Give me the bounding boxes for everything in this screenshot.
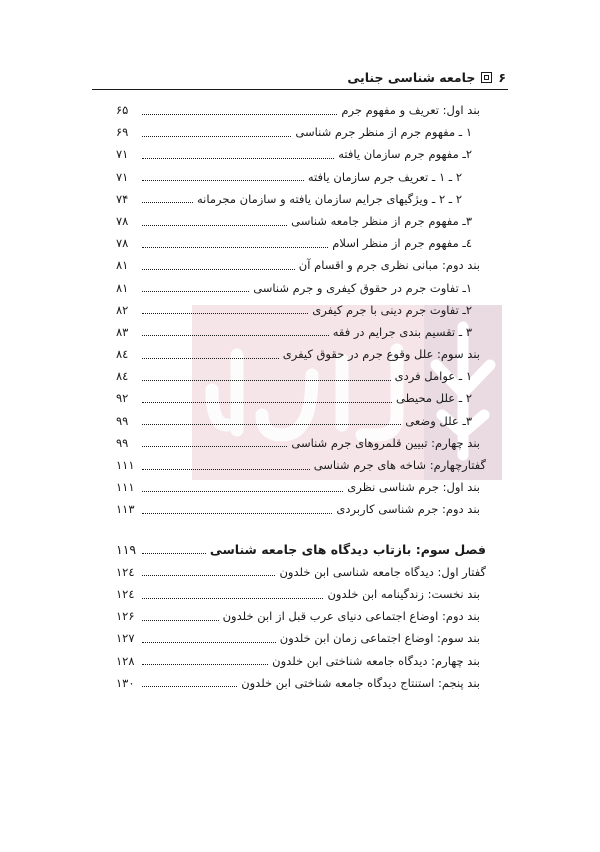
section-gap [116, 521, 486, 539]
toc-page-number: ۸۱ [116, 280, 129, 295]
toc-entry-row[interactable] [116, 210, 486, 232]
toc-entry-title: بند سوم: اوضاع اجتماعی زمان ابن خلدون [279, 631, 480, 646]
toc-entry-title: بند نخست: زندگینامه ابن خلدون [327, 586, 480, 601]
toc-page-number: ۱۲٤ [116, 586, 135, 601]
dot-leader [142, 158, 334, 159]
toc-page-number: ۸٤ [116, 347, 129, 362]
book-ornament-icon [481, 72, 492, 83]
running-header [347, 70, 506, 85]
toc-entry-title: ۱ ـ مفهوم جرم از منظر جرم شناسی [295, 125, 472, 140]
toc-entry-row[interactable] [116, 672, 486, 694]
toc-entry-row[interactable] [116, 277, 486, 299]
toc-entry-row[interactable] [116, 432, 486, 454]
toc-page-number: ۱۳۰ [116, 675, 135, 690]
toc-entry-title: بند چهارم: تبیین قلمروهای جرم شناسی [291, 435, 480, 450]
toc-entry-title: گفتارچهارم: شاخه های جرم شناسی [313, 458, 486, 472]
page-number: ۶ [498, 70, 506, 85]
toc-page-number: ۷۴ [116, 191, 129, 206]
toc-entry-row[interactable] [116, 605, 486, 627]
toc-entry-row[interactable] [116, 365, 486, 387]
dot-leader [142, 642, 276, 643]
toc-page-number: ۹۲ [116, 391, 129, 406]
toc-page-number: ۸۱ [116, 258, 129, 273]
toc-page-number: ۸۳ [116, 324, 129, 339]
toc-entry-row[interactable] [116, 343, 486, 365]
toc-chapter-row[interactable] [116, 539, 486, 561]
toc-page-number: ۷۸ [116, 213, 129, 228]
toc-entry-title: بند دوم: مبانی نظری جرم و اقسام آن [298, 258, 480, 273]
toc-entry-row[interactable] [116, 166, 486, 188]
book-title: جامعه شناسی جنایی [347, 70, 476, 85]
toc-entry-title: ۳ـ علل وضعی [405, 413, 472, 428]
toc-entry-title: بند اول: جرم شناسی نظری [347, 480, 480, 495]
toc-entry-row[interactable] [116, 299, 486, 321]
toc-page-number: ۱۱۳ [116, 502, 135, 517]
toc-entry-title: ۲ ـ علل محیطی [396, 391, 472, 406]
toc-entry-title: ۲ـ مفهوم جرم سازمان یافته [338, 147, 472, 162]
dot-leader [142, 202, 193, 203]
toc-entry-title: بند دوم: جرم شناسی کاربردی [336, 502, 480, 517]
toc-entry-title: ۲ ـ ۲ ـ ویژگیهای جرایم سازمان یافته و سازمان مجرمانه [197, 191, 462, 206]
dot-leader [142, 664, 268, 665]
dot-leader [142, 575, 275, 576]
dot-leader [142, 269, 295, 270]
toc-page-number: ۶۹ [116, 125, 129, 140]
toc-entry-title: ۳ ـ تقسیم بندی جرایم در فقه [332, 324, 472, 339]
dot-leader [142, 446, 287, 447]
toc-entry-row[interactable] [116, 121, 486, 143]
dot-leader [142, 620, 219, 621]
table-of-contents [116, 99, 486, 694]
toc-page-number: ۹۹ [116, 413, 129, 428]
toc-entry-title: گفتار اول: دیدگاه جامعه شناسی ابن خلدون [279, 564, 486, 579]
toc-entry-row[interactable] [116, 254, 486, 276]
dot-leader [142, 491, 343, 492]
toc-entry-title: ٤ـ مفهوم جرم از منظر اسلام [332, 236, 472, 251]
dot-leader [142, 247, 328, 248]
toc-entry-row[interactable] [116, 387, 486, 409]
dot-leader [142, 686, 237, 687]
toc-page-number: ۱۱۹ [116, 541, 137, 557]
toc-entry-row[interactable] [116, 627, 486, 649]
toc-entry-title: بند دوم: اوضاع اجتماعی دنیای عرب قبل از ابن خلدون [222, 609, 480, 624]
toc-entry-row[interactable] [116, 561, 486, 583]
dot-leader [142, 358, 279, 359]
toc-page-number: ۸٤ [116, 369, 129, 384]
toc-entry-row[interactable] [116, 454, 486, 476]
dot-leader [142, 114, 337, 115]
toc-page-number: ۹۹ [116, 435, 129, 450]
toc-page-number: ۱۱۱ [116, 458, 135, 472]
dot-leader [142, 598, 323, 599]
dot-leader [142, 513, 332, 514]
toc-entry-title: ۲ـ تفاوت جرم دینی با جرم کیفری [312, 302, 472, 317]
header-divider [92, 89, 508, 90]
toc-page-number: ۷۸ [116, 236, 129, 251]
toc-page-number: ۱۲۷ [116, 631, 135, 646]
dot-leader [142, 180, 304, 181]
dot-leader [142, 335, 329, 336]
toc-page-number: ۱۱۱ [116, 480, 135, 495]
toc-entry-row[interactable] [116, 321, 486, 343]
dot-leader [142, 553, 206, 554]
dot-leader [142, 402, 392, 403]
toc-entry-row[interactable] [116, 232, 486, 254]
toc-page-number: ۱۲۶ [116, 609, 135, 624]
toc-entry-row[interactable] [116, 410, 486, 432]
toc-entry-row[interactable] [116, 498, 486, 520]
dot-leader [142, 380, 391, 381]
toc-page-number: ۷۱ [116, 147, 129, 162]
toc-entry-row[interactable] [116, 143, 486, 165]
toc-page-number: ۷۱ [116, 169, 129, 184]
dot-leader [142, 313, 308, 314]
toc-entry-title: بند اول: تعریف و مفهوم جرم [341, 103, 480, 117]
toc-entry-title: ۳ـ مفهوم جرم از منظر جامعه شناسی [291, 213, 472, 228]
toc-entry-row[interactable] [116, 188, 486, 210]
toc-page-number: ۱۲٤ [116, 564, 135, 579]
toc-entry-title: بند سوم: علل وقوع جرم در حقوق کیفری [282, 347, 480, 362]
toc-entry-title: بند پنجم: استنتاج دیدگاه جامعه شناختی ابن خلدون [241, 675, 480, 690]
toc-entry-row[interactable] [116, 583, 486, 605]
toc-entry-row[interactable] [116, 476, 486, 498]
dot-leader [142, 469, 310, 470]
toc-entry-title: ۲ ـ ۱ ـ تعریف جرم سازمان یافته [307, 169, 462, 184]
toc-entry-row[interactable] [116, 650, 486, 672]
dot-leader [142, 291, 249, 292]
dot-leader [142, 424, 401, 425]
toc-entry-title: ۱ـ تفاوت جرم در حقوق کیفری و جرم شناسی [253, 280, 472, 295]
toc-entry-title: بند چهارم: دیدگاه جامعه شناختی ابن خلدون [272, 653, 480, 668]
toc-entry-title: فصل سوم: بازتاب دیدگاه های جامعه شناسی [209, 541, 486, 557]
toc-entry-title: ۱ ـ عوامل فردی [394, 369, 472, 384]
dot-leader [142, 136, 291, 137]
toc-entry-row[interactable] [116, 99, 486, 121]
toc-page-number: ۸۲ [116, 302, 129, 317]
toc-page-number: ۶۵ [116, 103, 129, 117]
dot-leader [142, 225, 287, 226]
toc-page-number: ۱۲۸ [116, 653, 135, 668]
